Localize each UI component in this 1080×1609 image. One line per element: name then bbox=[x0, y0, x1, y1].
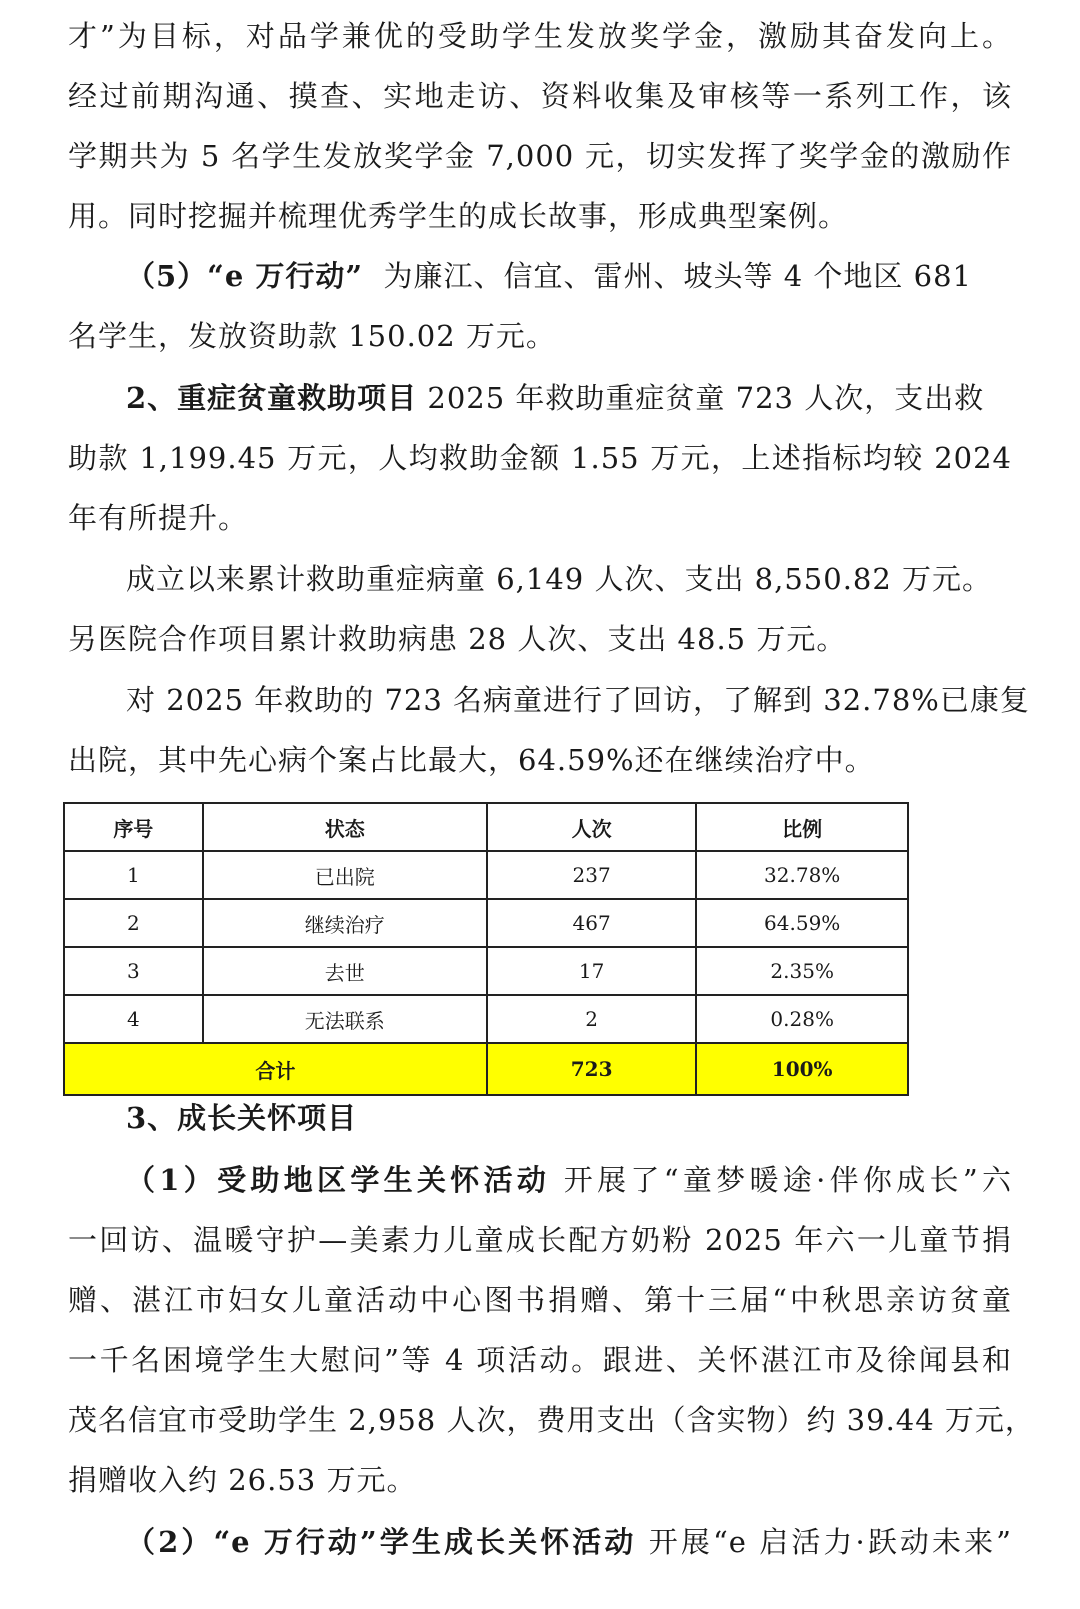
item5-heading: （5）“e 万行动” bbox=[126, 259, 364, 293]
table-row bbox=[64, 899, 908, 947]
paragraph-line: 才”为目标，对品学兼优的受助学生发放奖学金，激励其奋发向上。 bbox=[68, 19, 1012, 53]
item5-line bbox=[126, 256, 972, 296]
table-row bbox=[64, 995, 908, 1043]
table-total-row bbox=[64, 1043, 908, 1095]
section2-text: 2025 年救助重症贫童 723 人次，支出救 bbox=[427, 381, 985, 415]
cell-status: 已出院 bbox=[203, 851, 487, 899]
table-row bbox=[64, 851, 908, 899]
cell-index: 1 bbox=[64, 851, 203, 899]
section2-heading: 2、重症贫童救助项目 bbox=[126, 381, 418, 415]
item3-1-line bbox=[126, 1160, 1012, 1200]
cell-count: 17 bbox=[487, 947, 697, 995]
cell-count: 467 bbox=[487, 899, 697, 947]
paragraph-line: 用。同时挖掘并梳理优秀学生的成长故事，形成典型案例。 bbox=[68, 199, 849, 233]
cell-ratio: 64.59% bbox=[696, 899, 908, 947]
cell-status: 无法联系 bbox=[203, 995, 487, 1043]
table-header-row bbox=[64, 803, 908, 851]
section2-line3: 年有所提升。 bbox=[68, 501, 249, 535]
header-count: 人次 bbox=[487, 803, 697, 851]
item3-1-line: 一回访、温暖守护—美素力儿童成长配方奶粉 2025 年六一儿童节捐 bbox=[68, 1223, 1012, 1257]
cell-ratio: 2.35% bbox=[696, 947, 908, 995]
followup-line2: 出院，其中先心病个案占比最大，64.59%还在继续治疗中。 bbox=[68, 743, 875, 777]
header-status: 状态 bbox=[203, 803, 487, 851]
followup-line1: 对 2025 年救助的 723 名病童进行了回访，了解到 32.78%已康复 bbox=[126, 683, 1030, 717]
cell-count: 237 bbox=[487, 851, 697, 899]
total-label: 合计 bbox=[64, 1043, 487, 1095]
item3-2-heading: （2）“e 万行动”学生成长关怀活动 bbox=[126, 1525, 637, 1559]
header-ratio: 比例 bbox=[696, 803, 908, 851]
table-row bbox=[64, 947, 908, 995]
paragraph-line: 学期共为 5 名学生发放奖学金 7,000 元，切实发挥了奖学金的激励作 bbox=[68, 139, 1012, 173]
item3-1-heading: （1）受助地区学生关怀活动 bbox=[126, 1163, 551, 1197]
item3-1-line: 赠、湛江市妇女儿童活动中心图书捐赠、第十三届“中秋思亲访贫童 bbox=[68, 1283, 1012, 1317]
cell-index: 2 bbox=[64, 899, 203, 947]
paragraph-line: 经过前期沟通、摸查、实地走访、资料收集及审核等一系列工作，该 bbox=[68, 79, 1012, 113]
item5-text: 为廉江、信宜、雷州、坡头等 4 个地区 681 bbox=[383, 259, 972, 293]
cumulative-line1: 成立以来累计救助重症病童 6,149 人次、支出 8,550.82 万元。 bbox=[126, 562, 993, 596]
section2-line bbox=[126, 378, 984, 418]
item3-2-text: 开展“e 启活力·跃动未来” bbox=[648, 1525, 1012, 1559]
cell-count: 2 bbox=[487, 995, 697, 1043]
item3-1-text: 开展了“童梦暖途·伴你成长”六 bbox=[563, 1163, 1012, 1197]
item3-1-line: 捐赠收入约 26.53 万元。 bbox=[68, 1463, 417, 1497]
cell-status: 去世 bbox=[203, 947, 487, 995]
cell-index: 3 bbox=[64, 947, 203, 995]
section2-line2: 助款 1,199.45 万元，人均救助金额 1.55 万元，上述指标均较 2024 bbox=[68, 441, 1012, 475]
item3-2-line bbox=[126, 1522, 1012, 1562]
cell-ratio: 32.78% bbox=[696, 851, 908, 899]
cumulative-line2: 另医院合作项目累计救助病患 28 人次、支出 48.5 万元。 bbox=[68, 622, 847, 656]
item5-line2: 名学生，发放资助款 150.02 万元。 bbox=[68, 319, 556, 353]
cell-status: 继续治疗 bbox=[203, 899, 487, 947]
item3-1-line: 一千名困境学生大慰问”等 4 项活动。跟进、关怀湛江市及徐闻县和 bbox=[68, 1343, 1012, 1377]
section3-heading: 3、成长关怀项目 bbox=[126, 1101, 358, 1135]
item3-1-line: 茂名信宜市受助学生 2,958 人次，费用支出（含实物）约 39.44 万元， bbox=[68, 1403, 1035, 1437]
total-count: 723 bbox=[487, 1043, 697, 1095]
status-table bbox=[63, 802, 909, 1096]
cell-index: 4 bbox=[64, 995, 203, 1043]
header-index: 序号 bbox=[64, 803, 203, 851]
cell-ratio: 0.28% bbox=[696, 995, 908, 1043]
total-ratio: 100% bbox=[696, 1043, 908, 1095]
